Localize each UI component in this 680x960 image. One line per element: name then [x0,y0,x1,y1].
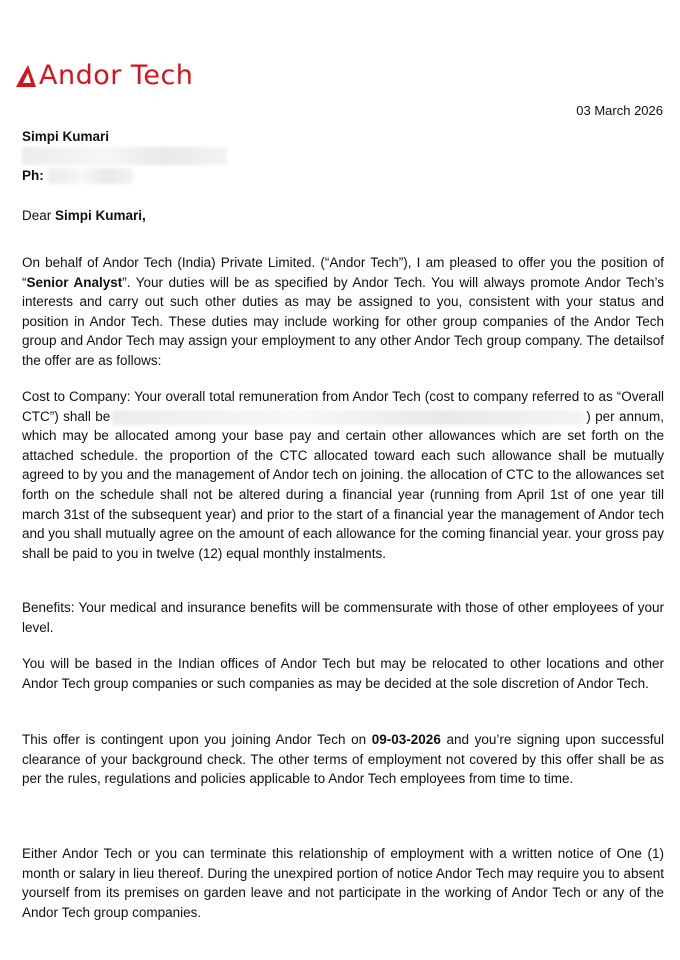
redacted-address [22,147,227,165]
paragraph-ctc [22,387,664,563]
salutation-name: Simpi Kumari, [55,208,146,223]
joining-date: 09-03-2026 [371,732,441,747]
paragraph-termination: Either Andor Tech or you can terminate this relationship of employment with a written notice of One (1) month or salary in lieu thereof. During the unexpired portion of notice Andor Tech may require you to absent yourself from its premises on garden leave and not participate in the working of Andor Tech or any of the Andor Tech group companies. [22,846,664,920]
letter-date: 03 March 2026 [576,103,663,118]
p1-text-a: On behalf of Andor Tech (India) Private Limited. (“Andor Tech”), I am pleased to offer you the position of “ [22,255,664,290]
recipient-block [22,127,227,185]
redacted-ctc-amount [112,410,584,425]
p2-text-b: ) per annum, which may be allocated among your base pay and certain other allowances which are set forth on the attached schedule. the proportion of the CTC allocated toward each such allowance shall be mutually agreed to by you and the management of Andor tech on joining. the allocation of CTC to the allowances set forth on the schedule shall not be altered during a financial year (running from April 1st of one year till march 31st of the subsequent year) and prior to the start of a financial year the management of Andor tech and you shall mutually agree on the amount of each allowance for the coming financial year. your gross pay shall be paid to you in twelve (12) equal monthly instalments. [22,408,664,561]
salutation [22,208,146,223]
p5-text-a: This offer is contingent upon you joining Andor Tech on [22,732,367,747]
phone-label: Ph: [22,168,44,183]
triangle-logo-icon [15,64,37,88]
p5-text-b: and you’re signing upon successful clearance of your background check. The other terms of employment not covered by this offer shall be as per the rules, regulations and policies applicable to Andor Tech employees from time to time. [22,732,664,787]
paragraph-benefits: Benefits: Your medical and insurance benefits will be commensurate with those of other employees of your level. [22,600,664,635]
p1-text-b: ”. Your duties will be as specified by Andor Tech. You will always promote Andor Tech’s interests and carry out such other duties as may be assigned to you, consistent with your status and position in Andor Tech. These duties may include working for other group companies of the Andor Tech group and Andor Tech may assign your employment to any other Andor Tech group company. The detailsof the offer are as follows: [22,274,665,368]
redacted-phone [48,168,133,184]
salutation-prefix: Dear [22,208,52,223]
recipient-name: Simpi Kumari [22,129,110,144]
paragraph-contingent [22,730,664,789]
paragraph-location: You will be based in the Indian offices of Andor Tech but may be relocated to other locations and other Andor Tech group companies or such companies as may be decided at the sole discretion of Andor Tech. [22,656,664,691]
p2-text-a: Cost to Company: Your overall total remuneration from Andor Tech (cost to company referred to as “Overall CTC”) shall be [22,389,664,424]
company-name: Andor Tech [39,60,194,91]
company-logo [15,62,193,89]
paragraph-offer [22,253,664,371]
phone-line [22,166,227,185]
position-title: Senior Analyst [26,274,123,290]
